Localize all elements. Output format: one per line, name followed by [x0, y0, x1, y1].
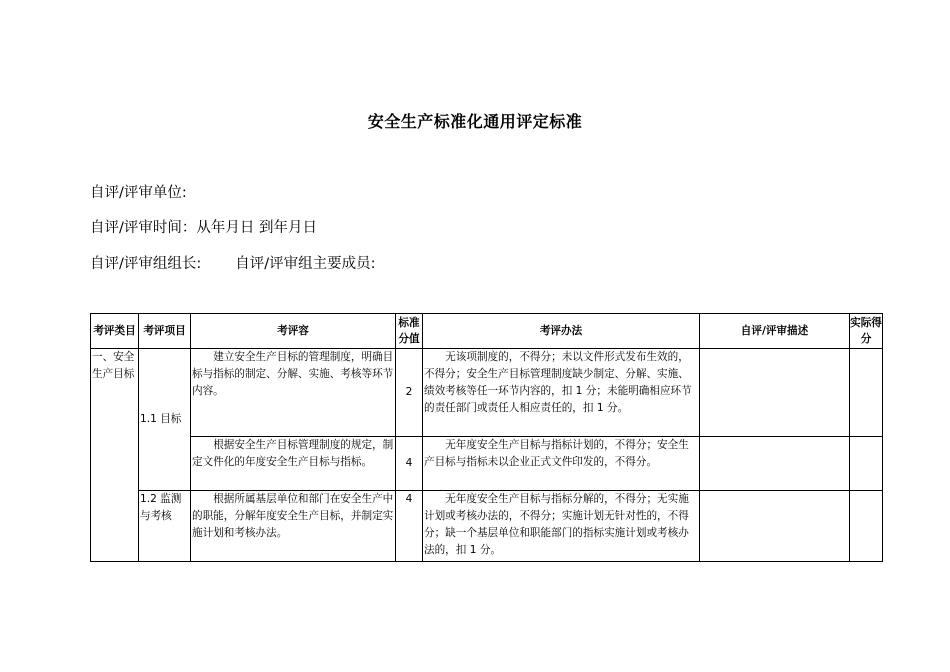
team-leader-label: 自评/评审组组长:: [90, 256, 202, 272]
header-method: 考评办法: [423, 314, 700, 349]
content-cell: 根据所属基层单位和部门在安全生产中的职能，分解年度安全生产目标，并制定实施计划和考核办法。: [191, 491, 396, 562]
category-cell: 一、安全生产目标: [91, 349, 139, 562]
description-cell[interactable]: [700, 437, 850, 491]
content-cell: 建立安全生产目标的管理制度，明确目标与指标的制定、分解、实施、考核等环节内容。: [191, 349, 396, 437]
method-cell: 无年度安全生产目标与指标分解的，不得分；无实施计划或考核办法的，不得分；实施计划无针对性的，不得分；缺一个基层单位和职能部门的指标实施计划或考核办法的，扣 1 分。: [423, 491, 700, 562]
score-cell: 4: [396, 437, 423, 491]
description-cell[interactable]: [700, 349, 850, 437]
team-members-label: 自评/评审组主要成员:: [235, 256, 376, 272]
method-cell: 无年度安全生产目标与指标计划的，不得分；安全生产目标与指标未以企业正式文件印发的，不得分。: [423, 437, 700, 491]
method-cell: 无该项制度的，不得分；未以文件形式发布生效的，不得分；安全生产目标管理制度缺少制定、分解、实施、绩效考核等任一环节内容的，扣 1 分；未能明确相应环节的责任部门或责任人相应责任的，扣 1 分。: [423, 349, 700, 437]
header-actual-score: 实际得分: [850, 314, 883, 349]
header-description: 自评/评审描述: [700, 314, 850, 349]
header-item: 考评项目: [139, 314, 191, 349]
evaluation-team-line: [90, 252, 376, 273]
score-cell: 4: [396, 491, 423, 562]
score-cell: 2: [396, 349, 423, 437]
page-title: 安全生产标准化通用评定标准: [367, 112, 583, 131]
actual-score-cell[interactable]: [850, 491, 883, 562]
evaluation-unit-label: 自评/评审单位:: [90, 185, 187, 201]
content-cell: 根据安全生产目标管理制度的规定，制定文件化的年度安全生产目标与指标。: [191, 437, 396, 491]
item-cell: 1.1 目标: [139, 349, 191, 491]
evaluation-time-label: 自评/评审时间：从年月日 到年月日: [90, 220, 317, 236]
table-header-row: [91, 314, 883, 349]
header-score: 标准分值: [396, 314, 423, 349]
description-cell[interactable]: [700, 491, 850, 562]
actual-score-cell[interactable]: [850, 349, 883, 437]
header-category: 考评类目: [91, 314, 139, 349]
actual-score-cell[interactable]: [850, 437, 883, 491]
evaluation-table: [90, 313, 883, 562]
header-content: 考评容: [191, 314, 396, 349]
item-cell: 1.2 监测与考核: [139, 491, 191, 562]
table-row: [91, 349, 883, 437]
table-row: [91, 437, 883, 491]
table-row: [91, 491, 883, 562]
